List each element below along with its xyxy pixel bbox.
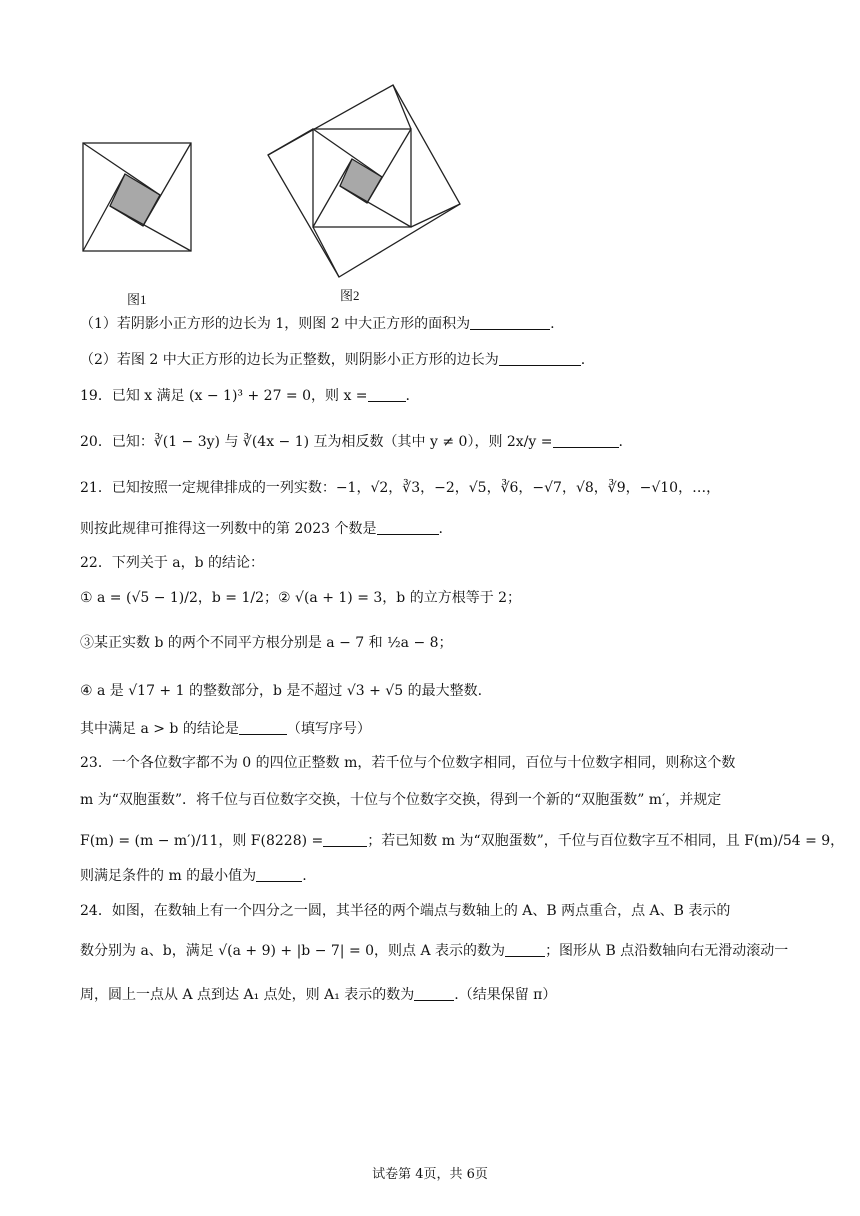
question-21-line2 bbox=[80, 519, 443, 539]
question-19 bbox=[80, 386, 410, 406]
q23-line4: 则满足条件的 m 的最小值为 bbox=[80, 868, 257, 884]
q24-line2a: 数分别为 a、b，满足 √(a + 9) + |b − 7| = 0，则点 A 表示的数为 bbox=[80, 943, 506, 959]
q23-line3a: F(m) = (m − m′)/11，则 F(8228) = bbox=[80, 833, 324, 849]
q22-conclusion-1-2: ① a = (√5 − 1)/2，b = 1/2；② √(a + 1) = 3，b 的立方根等于 2； bbox=[80, 590, 522, 606]
answer-blank[interactable] bbox=[239, 720, 287, 735]
answer-blank[interactable] bbox=[377, 520, 439, 535]
q18-part2 bbox=[80, 350, 585, 370]
q22-ask-end: （填写序号） bbox=[286, 721, 371, 737]
q18-part1-end: . bbox=[550, 316, 555, 332]
q20-end: . bbox=[618, 434, 623, 450]
q18-part1-text: （1）若阴影小正方形的边长为 1，则图 2 中大正方形的面积为 bbox=[80, 316, 471, 332]
q20-text: 20．已知：∛(1 − 3y) 与 ∛(4x − 1) 互为相反数（其中 y ≠ 0），则 2x/y = bbox=[80, 434, 553, 450]
answer-blank[interactable] bbox=[505, 942, 545, 957]
question-20 bbox=[80, 432, 623, 452]
q18-part2-text: （2）若图 2 中大正方形的边长为正整数，则阴影小正方形的边长为 bbox=[80, 352, 499, 368]
figure-1-caption: 图1 bbox=[127, 292, 147, 307]
answer-blank[interactable] bbox=[553, 433, 619, 448]
question-21-line1: 21．已知按照一定规律排成的一列实数：−1，√2，∛3，−2，√5，∛6，−√7，√8，∛9，−√10，…， bbox=[80, 480, 721, 496]
answer-blank[interactable] bbox=[368, 387, 406, 402]
figure-2-caption: 图2 bbox=[340, 288, 360, 303]
q18-part1 bbox=[80, 314, 555, 334]
answer-blank[interactable] bbox=[414, 986, 454, 1001]
figure-1-diagram bbox=[80, 140, 196, 256]
question-24-line3 bbox=[80, 985, 556, 1005]
q23-line4-end: . bbox=[302, 868, 307, 884]
answer-blank[interactable] bbox=[470, 315, 550, 330]
answer-blank[interactable] bbox=[323, 832, 367, 847]
page-footer: 试卷第 4页，共 6页 bbox=[372, 1167, 488, 1182]
q22-question bbox=[80, 719, 371, 739]
q24-line2b: ；图形从 B 点沿数轴向右无滑动滚动一 bbox=[545, 943, 789, 959]
question-22-intro: 22．下列关于 a，b 的结论： bbox=[80, 555, 265, 571]
q19-text: 19．已知 x 满足 (x − 1)³ + 27 = 0，则 x = bbox=[80, 388, 368, 404]
answer-blank[interactable] bbox=[256, 867, 302, 882]
question-24-line2 bbox=[80, 941, 788, 961]
q24-line3a: 周，圆上一点从 A 点到达 A₁ 点处，则 A₁ 表示的数为 bbox=[80, 987, 415, 1003]
q18-part2-end: . bbox=[580, 352, 586, 368]
question-23-line3 bbox=[80, 831, 844, 851]
question-23-line1: 23．一个各位数字都不为 0 的四位正整数 m，若千位与个位数字相同，百位与十位数字相同，则称这个数 bbox=[80, 755, 736, 771]
q22-conclusion-4: ④ a 是 √17 + 1 的整数部分，b 是不超过 √3 + √5 的最大整数. bbox=[80, 683, 483, 699]
question-23-line4 bbox=[80, 866, 307, 886]
q22-ask: 其中满足 a > b 的结论是 bbox=[80, 721, 239, 737]
q19-end: . bbox=[405, 388, 410, 404]
question-24-line1: 24．如图，在数轴上有一个四分之一圆，其半径的两个端点与数轴上的 A、B 两点重合，点 A、B 表示的 bbox=[80, 903, 731, 919]
question-23-line2: m 为“双胞蛋数”．将千位与百位数字交换，十位与个位数字交换，得到一个新的“双胞蛋数” m′，并规定 bbox=[80, 792, 722, 808]
answer-blank[interactable] bbox=[499, 351, 581, 366]
q22-conclusion-3: ③某正实数 b 的两个不同平方根分别是 a − 7 和 ½a − 8； bbox=[80, 635, 453, 651]
figure-2-diagram bbox=[262, 82, 464, 282]
q21-end: . bbox=[438, 521, 443, 537]
q23-line3b: ；若已知数 m 为“双胞蛋数”，千位与百位数字互不相同，且 F(m)/54 = 9， bbox=[367, 833, 845, 849]
q21-text: 则按此规律可推得这一列数中的第 2023 个数是 bbox=[80, 521, 377, 537]
q24-line3b: .（结果保留 π） bbox=[454, 987, 557, 1003]
